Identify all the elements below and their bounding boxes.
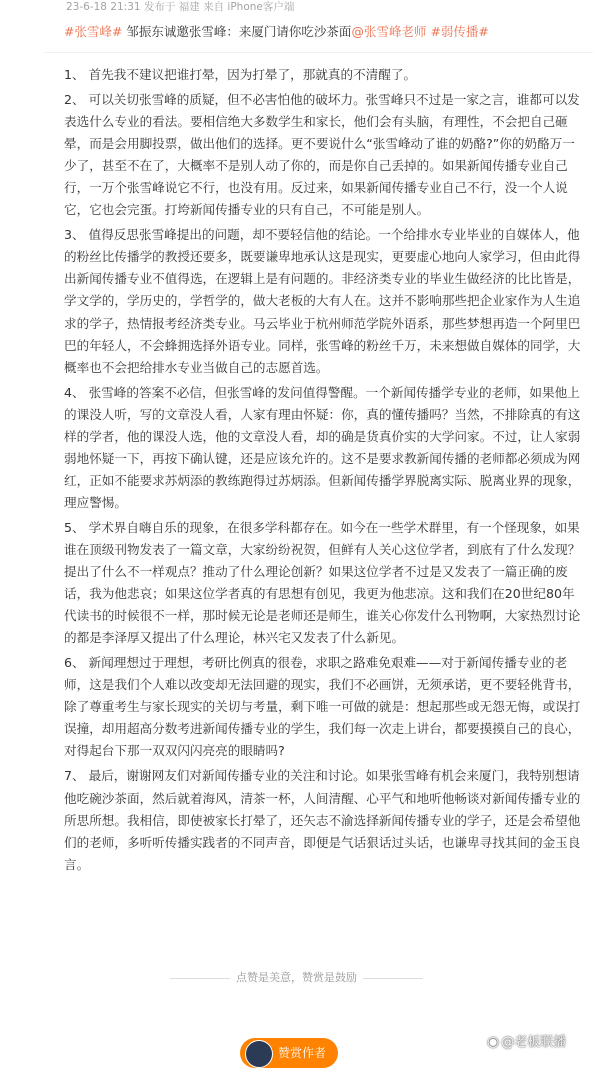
headline-text: 邹振东诚邀张雪峰：来厦门请你吃沙茶面 bbox=[122, 24, 352, 39]
author-avatar bbox=[245, 1040, 273, 1068]
paragraph-2: 2、 可以关切张雪峰的质疑，但不必害怕他的破坏力。张雪峰只不过是一家之言，谁都可以发表选什么专业的看法。要相信绝大多数学生和家长，他们会有头脑，有理性，不会把自己砸晕，而是会用脚投票，做出他们的选择。更不要说什么“张雪峰动了谁的奶酪?”你的奶酪万一少了，甚至不在了，大概率不是别人动了你的，而是你自己丢掉的。如果新闻传播专业自己行，一万个张雪峰说它不行，也没有用。反过来，如果新闻传播专业自己不行，没一个人说它，它也会完蛋。打垮新闻传播专业的只有自己，不可能是别人。 bbox=[64, 92, 580, 218]
post-meta-text: 23-6-18 21:31 发布于 福建 来自 iPhone客户端 bbox=[66, 1, 295, 13]
paragraph-3: 3、 值得反思张雪峰提出的问题，却不要轻信他的结论。一个给排水专业毕业的自媒体人，他的粉丝比传播学的教授还要多，既要谦卑地承认这是现实，更要虚心地向人家学习，但由此得出新闻传播专业不值得选，在逻辑上是有问题的。非经济类专业的毕业生做经济的比比皆是，学文学的，学历史的，学哲学的，做大老板的大有人在。这并不影响那些把企业家作为人生追求的学子，热情报考经济类专业。马云毕业于杭州师范学院外语系，那些梦想再造一个阿里巴巴的年轻人，不会蜂拥选择外语专业。同样，张雪峰的粉丝千万，未来想做自媒体的同学，大概率也不会把给排水专业当做自己的志愿首选。 bbox=[64, 227, 581, 375]
weibo-logo-icon: ◉ bbox=[487, 1034, 500, 1050]
topic-tag-zhangxuefeng[interactable]: #张雪峰# bbox=[64, 24, 123, 39]
post-meta bbox=[0, 0, 593, 18]
paragraph-7: 7、 最后，谢谢网友们对新闻传播专业的关注和讨论。如果张雪峰有机会来厦门，我特别想请他吃碗沙茶面，然后就着海风，清茶一杯，人间清醒、心平气和地听他畅谈对新闻传播专业的所思所想。我相信，即使被家长打晕了，还矢志不渝选择新闻传播专业的学子，还是会希望他们的老师，多听听传播实践者的不同声音，即便是气话狠话过头话，也谦卑寻找其间的金玉良言。 bbox=[64, 768, 581, 872]
post-headline bbox=[64, 22, 584, 42]
watermark-text: @老板联播 bbox=[501, 1035, 567, 1050]
paragraph-6: 6、 新闻理想过于理想，考研比例真的很卷，求职之路难免艰难——对于新闻传播专业的老师，这是我们个人难以改变却无法回避的现实，我们不必画饼，无须承诺，更不要轻佻背书，除了尊重考生与家长现实的关切与考量，剩下唯一可做的就是：想起那些或无怨无悔，或误打误撞，却用超高分数考进新闻传播专业的学生，我们每一次走上讲台，都要摸摸自己的良心，对得起台下那一双双闪闪亮亮的眼睛吗? bbox=[64, 655, 581, 759]
divider-right bbox=[363, 978, 423, 979]
post-body bbox=[64, 64, 581, 879]
paragraph-5: 5、 学术界自嗨自乐的现象，在很多学科都存在。如今在一些学术群里，有一个怪现象，如果谁在顶级刊物发表了一篇文章，大家纷纷祝贺，但鲜有人关心这位学者，到底有了什么发现？提出了什么不一样观点？推动了什么理论创新？如果这位学者不过是又发表了一篇正确的废话，我为他悲哀；如果这位学者真的有思想有创见，我更为他悲凉。这和我们在20世纪80年代读书的时候很不一样，那时候无论是老师还是师生，谁关心你发什么刊物啊，大家热烈讨论的都是李泽厚又提出了什么理论，林兴宅又发表了什么新见。 bbox=[64, 519, 581, 646]
paragraph-4: 4、 张雪峰的答案不必信，但张雪峰的发问值得警醒。一个新闻传播学专业的老师，如果他上的课没人听，写的文章没人看，人家有理由怀疑：你，真的懂传播吗？当然，不排除真的有这样的学者，他的课没人选，他的文章没人看，却的确是货真价实的大学问家。不过，让人家弱弱地怀疑一下，再按下确认键，还是应该允许的。这不是要求教新闻传播的老师都必须成为网红，正如不能要求苏炳添的教练跑得过苏炳添。但新闻传播学界脱离实际、脱离业界的现象，理应警惕。 bbox=[64, 384, 581, 510]
paragraph-1: 1、 首先我不建议把谁打晕，因为打晕了，那就真的不清醒了。 bbox=[64, 67, 417, 82]
reward-note bbox=[0, 969, 593, 985]
divider bbox=[44, 52, 593, 53]
topic-tag-ruochuanbo[interactable]: #弱传播# bbox=[430, 24, 489, 39]
weibo-watermark bbox=[487, 1032, 587, 1052]
reward-button-label: 赞赏作者 bbox=[277, 1046, 326, 1060]
divider-left bbox=[170, 978, 230, 979]
reward-note-text: 点赞是美意，赞赏是鼓励 bbox=[236, 971, 357, 984]
mention-zhangxuefeng[interactable]: @张雪峰老师 bbox=[351, 24, 427, 39]
